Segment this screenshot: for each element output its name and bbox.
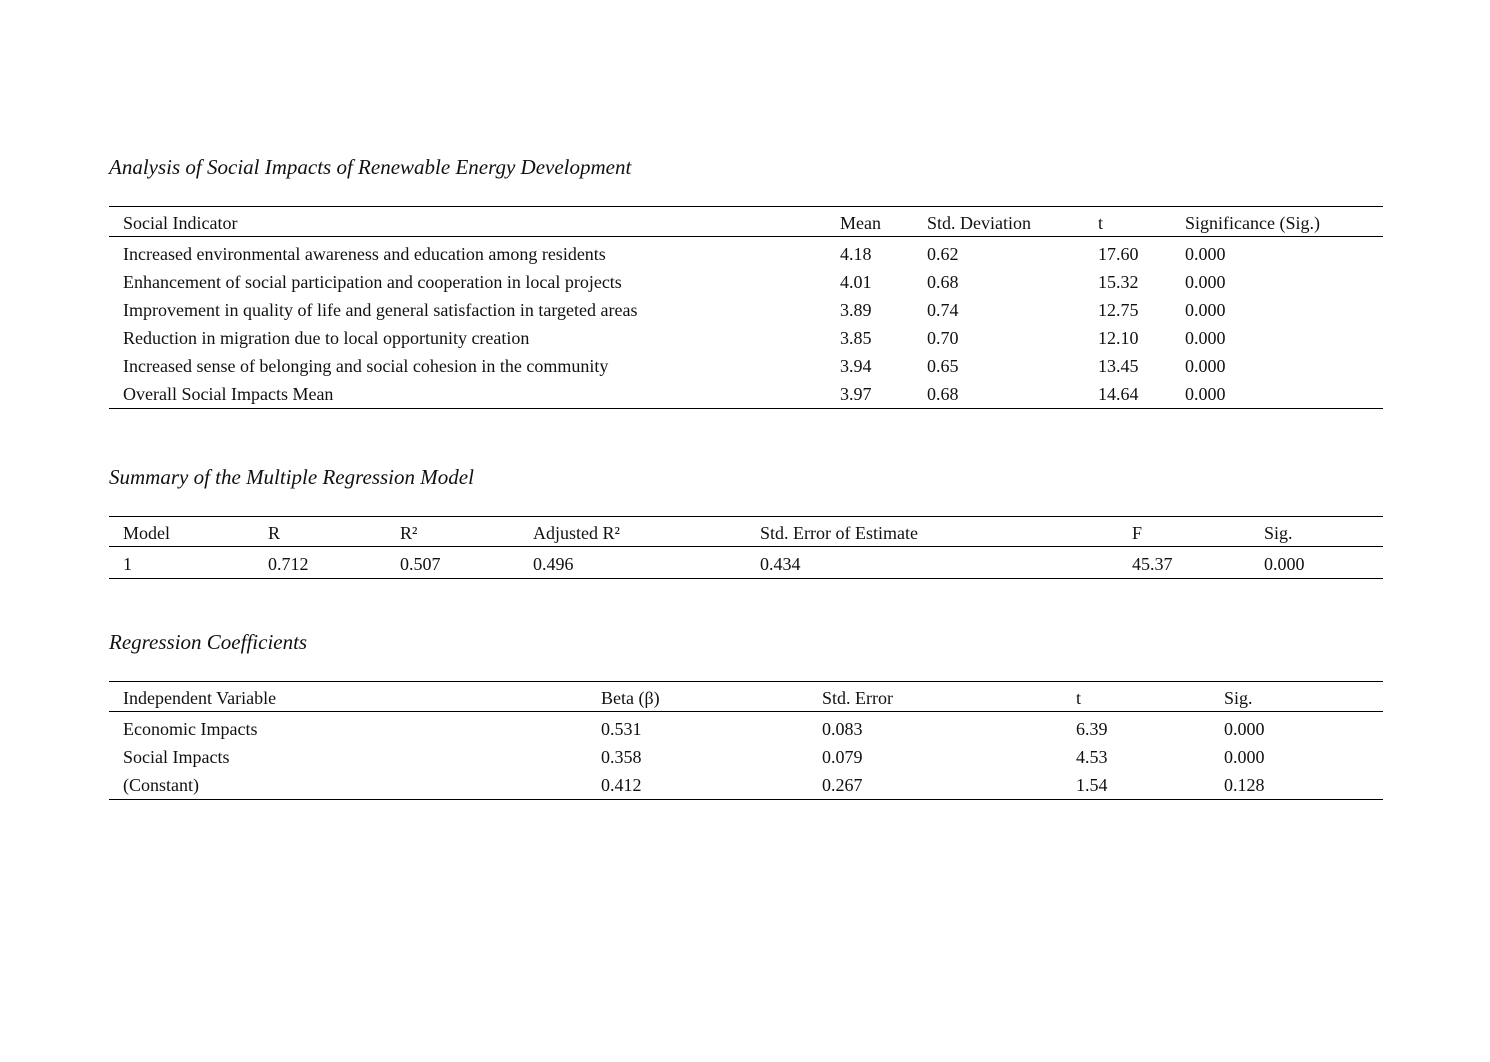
table-cell: 6.39 — [1076, 719, 1108, 739]
table-cell: 0.000 — [1185, 328, 1226, 348]
table-cell: 0.000 — [1185, 244, 1226, 264]
social-impacts-table — [109, 206, 1383, 409]
table-cell: 12.75 — [1098, 300, 1139, 320]
table-cell: 4.53 — [1076, 747, 1108, 767]
table-cell: 0.000 — [1185, 384, 1226, 404]
table-cell: 17.60 — [1098, 244, 1139, 264]
table-row — [109, 715, 1383, 743]
table-cell: 14.64 — [1098, 384, 1139, 404]
table-cell: (Constant) — [123, 775, 199, 795]
table-cell: 0.000 — [1264, 554, 1305, 574]
table-header-row — [109, 682, 1383, 712]
column-header: t — [1076, 688, 1082, 708]
table-cell: Increased sense of belonging and social cohesion in the community — [123, 356, 609, 376]
table-row — [109, 550, 1383, 578]
table-cell: 3.85 — [840, 328, 872, 348]
table-cell: 0.68 — [927, 272, 959, 292]
table-cell: 0.000 — [1185, 356, 1226, 376]
table-cell: 0.712 — [268, 554, 309, 574]
table-cell: 0.507 — [400, 554, 441, 574]
table-cell: Economic Impacts — [123, 719, 258, 739]
column-header: Std. Error of Estimate — [760, 523, 918, 543]
table-cell: 0.083 — [822, 719, 863, 739]
table-cell: 3.97 — [840, 384, 872, 404]
table-cell: 0.62 — [927, 244, 959, 264]
column-header: Sig. — [1264, 523, 1293, 543]
table-cell: 0.358 — [601, 747, 642, 767]
table-cell: 45.37 — [1132, 554, 1173, 574]
table-cell: 0.267 — [822, 775, 863, 795]
table-header-row — [109, 517, 1383, 547]
column-header: Social Indicator — [123, 213, 238, 233]
column-header: Std. Error — [822, 688, 893, 708]
table-cell: 12.10 — [1098, 328, 1139, 348]
regression-coefficients-table — [109, 681, 1383, 800]
table-row — [109, 743, 1383, 771]
table-cell: 0.434 — [760, 554, 801, 574]
table-header-row — [109, 207, 1383, 237]
table-cell: 13.45 — [1098, 356, 1139, 376]
column-header: R — [268, 523, 281, 543]
column-header: Std. Deviation — [927, 213, 1031, 233]
table-cell: Enhancement of social participation and cooperation in local projects — [123, 272, 622, 292]
regression-model-summary-table — [109, 516, 1383, 579]
table-cell: Reduction in migration due to local opportunity creation — [123, 328, 530, 348]
table-cell: 1 — [123, 554, 132, 574]
table-cell: 0.079 — [822, 747, 863, 767]
column-header: t — [1098, 213, 1104, 233]
table-cell: 0.000 — [1185, 272, 1226, 292]
table2-caption: Summary of the Multiple Regression Model — [109, 465, 474, 489]
table-cell: 4.18 — [840, 244, 872, 264]
table-cell: 0.496 — [533, 554, 574, 574]
table-row — [109, 324, 1383, 352]
table-cell: 0.000 — [1185, 300, 1226, 320]
table3-caption: Regression Coefficients — [109, 630, 308, 654]
column-header: Significance (Sig.) — [1185, 213, 1320, 233]
table-cell: 0.000 — [1224, 747, 1265, 767]
table-cell: 4.01 — [840, 272, 872, 292]
table-row — [109, 771, 1383, 799]
table-cell: 0.70 — [927, 328, 959, 348]
table-cell: 0.65 — [927, 356, 959, 376]
column-header: R² — [400, 523, 418, 543]
table-row — [109, 380, 1383, 408]
table-row — [109, 296, 1383, 324]
table-cell: 0.74 — [927, 300, 959, 320]
column-header: Independent Variable — [123, 688, 277, 708]
column-header: Adjusted R² — [533, 523, 620, 543]
column-header: Mean — [840, 213, 881, 233]
table-cell: 1.54 — [1076, 775, 1108, 795]
table-cell: Improvement in quality of life and general satisfaction in targeted areas — [123, 300, 638, 320]
column-header: Sig. — [1224, 688, 1253, 708]
table-row — [109, 268, 1383, 296]
table1-caption: Analysis of Social Impacts of Renewable Energy Development — [109, 155, 632, 179]
column-header: Beta (β) — [601, 688, 660, 708]
table-row — [109, 352, 1383, 380]
table-cell: 0.68 — [927, 384, 959, 404]
table-cell: 15.32 — [1098, 272, 1139, 292]
table-cell: 0.000 — [1224, 719, 1265, 739]
table-cell: 0.128 — [1224, 775, 1265, 795]
table-cell: Increased environmental awareness and education among residents — [123, 244, 606, 264]
table-row — [109, 240, 1383, 268]
table-cell: 3.94 — [840, 356, 872, 376]
table-cell: Social Impacts — [123, 747, 230, 767]
table-cell: 0.531 — [601, 719, 642, 739]
column-header: Model — [123, 523, 170, 543]
table-cell: Overall Social Impacts Mean — [123, 384, 334, 404]
column-header: F — [1132, 523, 1143, 543]
table-cell: 3.89 — [840, 300, 872, 320]
table-cell: 0.412 — [601, 775, 642, 795]
